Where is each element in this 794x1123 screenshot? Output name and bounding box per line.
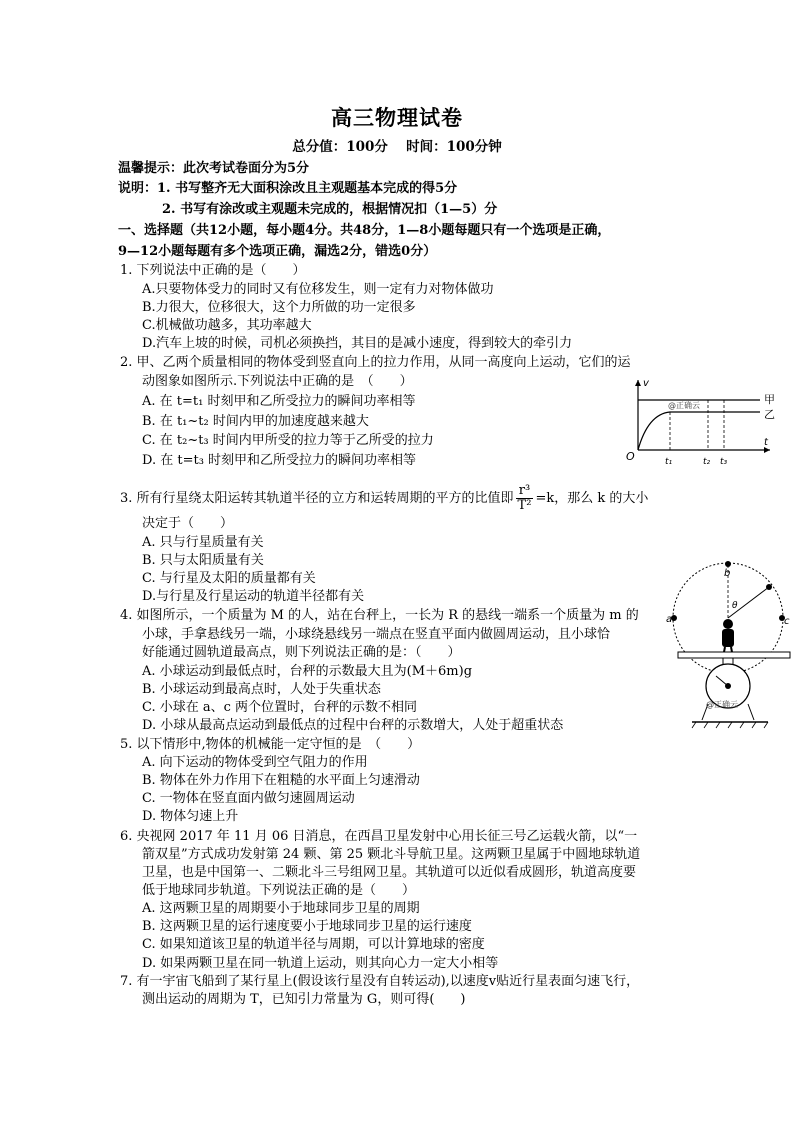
q6-stem-2: 箭双星”方式成功发射第 24 颗、第 25 颗北斗导航卫星。这两颗卫星属于中圆地球轨道	[142, 847, 641, 862]
tip-line: 温馨提示：此次考试卷面分为5分	[118, 161, 310, 176]
person-body	[722, 629, 734, 647]
q5-option-a: A. 向下运动的物体受到空气阻力的作用	[142, 755, 368, 770]
circle-scale-figure	[668, 560, 792, 732]
label-c: c	[784, 616, 790, 627]
vt-tick-t1: t₁	[665, 457, 673, 467]
q2-option-a: A. 在 t=t₁ 时刻甲和乙所受拉力的瞬间功率相等	[142, 394, 416, 409]
q3-stem-pre: 3. 所有行星绕太阳运转其轨道半径的立方和运转周期的平方的比值即	[120, 491, 514, 506]
q3-fraction-denominator: T²	[517, 498, 532, 513]
exam-meta: 总分值：100分 时间：100分钟	[292, 139, 502, 155]
q5-stem: 5. 以下情形中,物体的机械能一定守恒的是 （ ）	[120, 737, 421, 752]
q3-stem-post: =k，那么 k 的大小	[535, 491, 649, 506]
q5-option-d: D. 物体匀速上升	[142, 809, 239, 824]
q7-stem-2: 测出运动的周期为 T，已知引力常量为 G，则可得( )	[142, 992, 466, 1007]
q3-fraction-numerator: r³	[516, 484, 534, 499]
q4-stem-3: 好能通过圆轨道最高点，则下列说法正确的是：（ ）	[142, 645, 461, 660]
q6-option-d: D. 如果两颗卫星在同一轨道上运动，则其向心力一定大小相等	[142, 956, 499, 971]
vt-graph-figure	[618, 372, 778, 470]
q1-option-c: C.机械做功越多，其功率越大	[142, 318, 312, 333]
vt-label-jia: 甲	[764, 393, 775, 406]
q3-option-a: A. 只与行星质量有关	[142, 535, 264, 550]
note-line-1: 说明：1. 书写整齐无大面积涂改且主观题基本完成的得5分	[118, 181, 458, 196]
q1-option-b: B.力很大，位移很大，这个力所做的功一定很多	[142, 300, 416, 315]
q5-option-b: B. 物体在外力作用下在粗糙的水平面上匀速滑动	[142, 773, 420, 788]
note-line-2: 2. 书写有涂改或主观题未完成的，根据情况扣（1—5）分	[162, 202, 498, 217]
scale-platform	[678, 652, 790, 658]
q2-stem-2: 动图象如图所示.下列说法中正确的是 （ ）	[142, 374, 413, 389]
vt-tick-t2: t₂	[703, 457, 711, 467]
circle-watermark: @正确云	[706, 700, 738, 709]
q1-option-d: D.汽车上坡的时候，司机必须换挡，其目的是减小速度，得到较大的牵引力	[142, 336, 573, 351]
q4-option-c: C. 小球在 a、c 两个位置时，台秤的示数不相同	[142, 700, 418, 715]
label-a: a	[666, 614, 673, 625]
q3-option-c: C. 与行星及太阳的质量都有关	[142, 571, 316, 586]
page-title: 高三物理试卷	[331, 105, 463, 130]
q6-option-a: A. 这两颗卫星的周期要小于地球同步卫星的周期	[142, 901, 420, 916]
vt-watermark: @正确云	[668, 401, 700, 410]
q7-stem-1: 7. 有一宇宙飞船到了某行星上(假设该行星没有自转运动),以速度v贴近行星表面匀速飞行，	[120, 974, 640, 989]
q1-option-a: A.只要物体受力的同时又有位移发生，则一定有力对物体做功	[142, 282, 494, 297]
q2-stem-1: 2. 甲、乙两个质量相同的物体受到竖直向上的拉力作用，从同一高度向上运动，它们的运	[120, 355, 631, 370]
q6-option-b: B. 这两颗卫星的运行速度要小于地球同步卫星的运行速度	[142, 919, 472, 934]
q3-option-d: D.与行星及行星运动的轨道半径都有关	[142, 589, 365, 604]
q6-stem-3: 卫星，也是中国第一、二颗北斗三号组网卫星。其轨道可以近似看成圆形，轨道高度要	[142, 865, 637, 880]
vt-axis-t-label: t	[764, 437, 768, 448]
label-b: b	[724, 568, 731, 579]
label-theta: θ	[732, 601, 738, 611]
q4-option-a: A. 小球运动到最低点时，台秤的示数最大且为(M＋6m)g	[142, 664, 473, 679]
q2-option-c: C. 在 t₂~t₃ 时间内甲所受的拉力等于乙所受的拉力	[142, 433, 434, 448]
vt-origin-label: O	[626, 450, 635, 463]
vt-axis-v-label: v	[643, 378, 649, 389]
q3-option-b: B. 只与太阳质量有关	[142, 553, 264, 568]
q5-option-c: C. 一物体在竖直面内做匀速圆周运动	[142, 791, 355, 806]
q2-option-d: D. 在 t=t₃ 时刻甲和乙所受拉力的瞬间功率相等	[142, 453, 417, 468]
q4-option-d: D. 小球从最高点运动到最低点的过程中台秤的示数增大，人处于超重状态	[142, 718, 564, 733]
q1-stem: 1. 下列说法中正确的是（ ）	[120, 263, 306, 278]
q6-stem-1: 6. 央视网 2017 年 11 月 06 日消息，在西昌卫星发射中心用长征三号乙运载火箭，以“一	[120, 829, 638, 844]
q3-stem-2: 决定于（ ）	[142, 516, 234, 531]
section-heading-1: 一、选择题（共12小题，每小题4分。共48分，1—8小题每题只有一个选项是正确，	[118, 223, 611, 238]
q6-option-c: C. 如果知道该卫星的轨道半径与周期，可以计算地球的密度	[142, 937, 485, 952]
vt-curve-yi	[638, 412, 760, 450]
vt-tick-t3: t₃	[720, 457, 728, 467]
q4-option-b: B. 小球运动到最高点时，人处于失重状态	[142, 682, 381, 697]
vt-label-yi: 乙	[764, 408, 775, 421]
q3-fraction	[516, 484, 534, 513]
section-heading-2: 9—12小题每题有多个选项正确，漏选2分，错选0分）	[118, 244, 437, 259]
q6-stem-4: 低于地球同步轨道。下列说法正确的是（ ）	[142, 883, 416, 898]
q3-stem	[120, 484, 648, 514]
person-head	[723, 619, 733, 629]
q4-stem-1: 4. 如图所示，一个质量为 M 的人，站在台秤上，一长为 R 的悬线一端系一个质量为 m 的	[120, 608, 639, 623]
q2-option-b: B. 在 t₁~t₂ 时间内甲的加速度越来越大	[142, 414, 369, 429]
q4-stem-2: 小球，手拿悬线另一端，小球绕悬线另一端点在竖直平面内做圆周运动，且小球恰	[142, 627, 611, 642]
